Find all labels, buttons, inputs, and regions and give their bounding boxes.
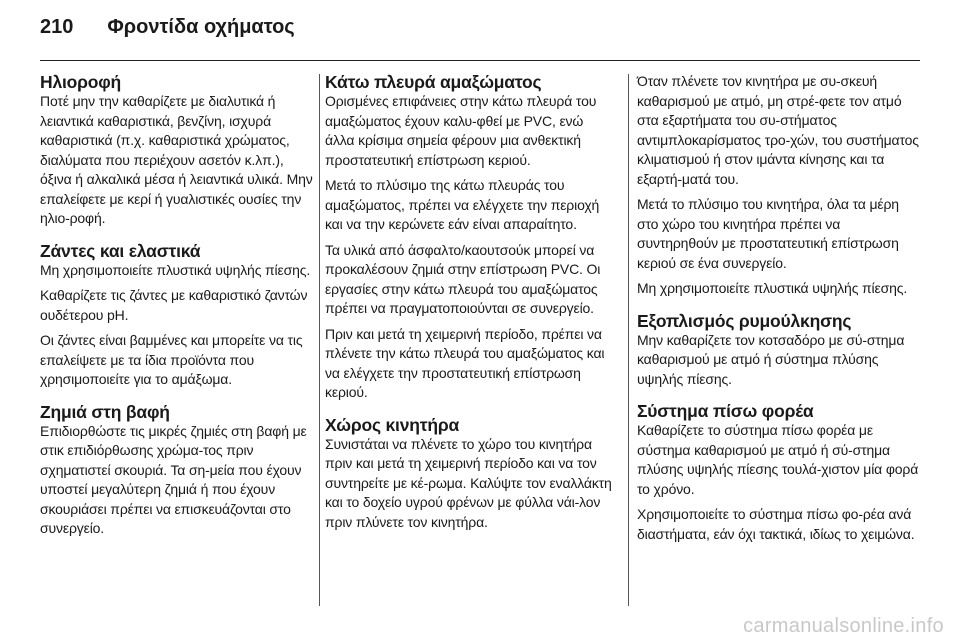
section-underbody (325, 72, 615, 403)
paragraph: Πριν και μετά τη χειμερινή περίοδο, πρέπει να πλένετε την κάτω πλευρά του αμαξώματος και να ελέγχετε την προστατευτική επίστρωση κεριού. (325, 325, 605, 400)
paragraph: Μη χρησιμοποιείτε πλυστικά υψηλής πίεσης. (40, 261, 311, 278)
section-title: Ηλιοροφή (40, 72, 122, 92)
section-title: Ζάντες και ελαστικά (40, 240, 201, 261)
paragraph: Ποτέ μην την καθαρίζετε με διαλυτικά ή λειαντικά καθαριστικά, βενζίνη, ισχυρά καθαριστικά (π.χ. καθαριστικά χρώματος, διαλύματα που περιέχουν ασετόν κ.λπ.), όξινα ή αλκαλικά μέσα ή λειαντικά υλικά. Μην επαλείφετε με κερί ή γυαλιστικές ουσίες την ηλιο-ροφή. (40, 93, 313, 226)
section-title: Εξοπλισμός ρυμούλκησης (637, 310, 852, 331)
header-rule (40, 60, 920, 61)
paragraph: Ορισμένες επιφάνειες στην κάτω πλευρά του αμαξώματος έχουν καλυ-φθεί με PVC, ενώ άλλα κρίσιμα σημεία φέρουν μια ανθεκτική προστατευτική επίστρωση κεριού. (325, 93, 597, 168)
paragraph: Τα υλικά από άσφαλτο/καουτσούκ μπορεί να προκαλέσουν ζημιά στην επίστρωση PVC. Οι εργασίες στην κάτω πλευρά του αμαξώματος πρέπει να πραγματοποιούνται σε συνεργείο. (325, 241, 601, 316)
paragraph: Καθαρίζετε τις ζάντες με καθαριστικό ζαντών ουδέτερου pH. (40, 287, 308, 323)
paragraph: Μην καθαρίζετε τον κοτσαδόρο με σύ-στημα καθαρισμού με ατμό ή σύστημα πλύσης υψηλής πίεσης. (637, 331, 905, 387)
section-title: Σύστημα πίσω φορέα (637, 401, 814, 421)
paragraph: Οι ζάντες είναι βαμμένες και μπορείτε να τις επαλείψετε με τα ίδια προϊόντα που χρησιμοποιείτε για το αμάξωμα. (40, 332, 303, 387)
paragraph: Μη χρησιμοποιείτε πλυστικά υψηλής πίεσης. (637, 280, 908, 296)
section-title: Κάτω πλευρά αμαξώματος (325, 72, 542, 92)
page-title: Φροντίδα οχήματος (107, 16, 295, 38)
paragraph: Επιδιορθώστε τις μικρές ζημιές στη βαφή με στικ επιδιόρθωσης χρώμα-τος πριν σχηματιστεί σκουριά. Τα ση-μεία που έχουν υποστεί μεγαλύτερη ζημιά ή που έχουν σκουριάσει πρέπει να επισκευάζονται στο συνεργείο. (40, 422, 307, 536)
section-paint-damage (40, 402, 316, 539)
section-wheels-tyres (40, 241, 316, 390)
paragraph: Καθαρίζετε το σύστημα πίσω φορέα με σύστημα καθαρισμού με ατμό ή σύ-στημα πλύσης υψηλής πίεσης τουλά-χιστον μία φορά το χρόνο. (637, 422, 919, 497)
column-1 (40, 72, 316, 602)
section-engine-continued (637, 72, 922, 299)
watermark: carmanualsonline.info (743, 615, 944, 637)
page-header (40, 16, 295, 46)
column-divider (628, 74, 629, 606)
paragraph: Χρησιμοποιείτε το σύστημα πίσω φο-ρέα ανά διαστήματα, εάν όχι τακτικά, ιδίως το χειμώνα. (637, 506, 915, 542)
paragraph: Όταν πλένετε τον κινητήρα με συ-σκευή καθαρισμού με ατμό, μη στρέ-φετε τον ατμό στα εξαρτήματα του συ-στήματος αντιμπλοκαρίσματος τρο-χών, του συστήματος κλιματισμού ή στον ιμάντα κίνησης και τα εξαρτή-ματά του. (637, 73, 919, 187)
section-title: Χώρος κινητήρα (325, 414, 460, 435)
column-3 (637, 72, 922, 602)
column-2 (325, 72, 615, 602)
section-engine-compartment (325, 415, 615, 533)
section-towing-equipment (637, 311, 922, 390)
section-sunroof (40, 72, 316, 229)
section-title: Ζημιά στη βαφή (40, 401, 170, 422)
paragraph: Μετά το πλύσιμο της κάτω πλευράς του αμαξώματος, πρέπει να ελέγχετε την περιοχή και να την κερώνετε εάν είναι απαραίτητο. (325, 177, 600, 232)
column-divider (319, 74, 320, 606)
paragraph: Μετά το πλύσιμο του κινητήρα, όλα τα μέρη στο χώρο του κινητήρα πρέπει να συντηρηθούν με προστατευτική επίστρωση κεριού σε ένα συνεργείο. (637, 196, 899, 271)
page-number: 210 (40, 16, 74, 38)
paragraph: Συνιστάται να πλένετε το χώρο του κινητήρα πριν και μετά τη χειμερινή περίοδο και να τον συντηρείτε με κέ-ρωμα. Καλύψτε τον εναλλάκτη και το δοχείο υγρού φρένων με φύλλα νάι-λον πριν πλύνετε τον κινητήρα. (325, 435, 612, 530)
section-rear-carrier (637, 401, 922, 544)
